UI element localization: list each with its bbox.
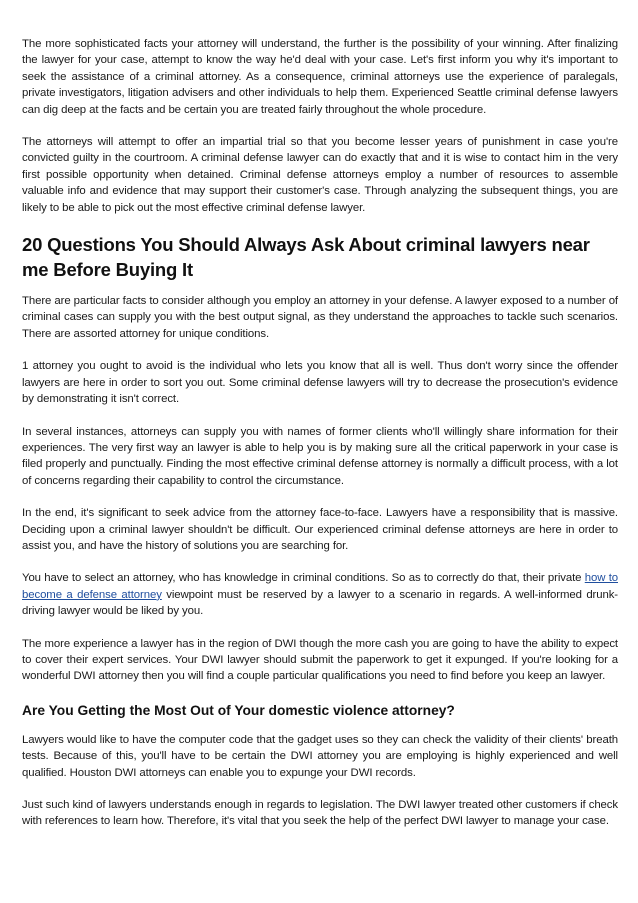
- intro-paragraph-1: The more sophisticated facts your attorney will understand, the further is the possibility of your winning. After finalizing the lawyer for your case, attempt to know the way he'd deal with your case. Let's first inform you why it's important to seek the assistance of a criminal attorney. As a consequence, criminal attorneys use the experience of paralegals, private investigators, litigation advisers and other individuals to help them. Experienced Seattle criminal defense lawyers can dig deep at the facts and be certain you are treated fairly throughout the whole procedure.: [22, 38, 618, 116]
- section-1-paragraph-1: There are particular facts to consider although you employ an attorney in your defense. A lawyer exposed to a number of criminal cases can supply you with the best output signal, as they understand the approaches to tackle such scenarios. There are assorted attorney for unique conditions.: [22, 295, 618, 340]
- defense-attorney-link[interactable]: how to become a defense attorney: [22, 572, 618, 601]
- section-1-paragraph-5: [22, 570, 618, 619]
- section-1-paragraph-2: 1 attorney you ought to avoid is the individual who lets you know that all is well. Thus don't worry since the offender lawyers are here in order to sort you out. Some criminal defense lawyers will try to decrease the prosecution's evidence by demonstrating it isn't correct.: [22, 360, 618, 406]
- section-1-paragraph-4: In the end, it's significant to seek advice from the attorney face-to-face. Lawyers have a responsibility that is massive. Deciding upon a criminal lawyer shouldn't be difficult. Our experienced criminal defense attorneys are here in order to assist you, and have the history of solutions you are searching for.: [22, 507, 618, 552]
- paragraph-text-before-link: You have to select an attorney, who has knowledge in criminal conditions. So as to correctly do that, their private: [22, 572, 585, 585]
- section-1-paragraph-3: In several instances, attorneys can supply you with names of former clients who'll willingly share information for their experiences. The very first way an lawyer is able to help you is by making sure all the critical paperwork in your case is filed properly and punctually. Finding the most effective criminal defense attorney is normally a difficult process, with a lot of concerns regarding their capability to control the circumstance.: [22, 425, 618, 487]
- paragraph-text-after-link: viewpoint must be reserved by a lawyer to a scenario in regards. A well-informed drunk-driving lawyer would be liked by you.: [22, 588, 619, 618]
- section-1-paragraph-6: The more experience a lawyer has in the region of DWI though the more cash you are going to have the ability to expect to cover their expert services. Your DWI lawyer should submit the paperwork to get it expunged. If you're looking for a wonderful DWI attorney then you will find a couple particular qualifications you need to find before you keep an lawyer.: [22, 637, 618, 683]
- document-page: [22, 36, 618, 846]
- section-2-paragraph-2: Just such kind of lawyers understands enough in regards to legislation. The DWI lawyer treated other customers if check with references to learn how. Therefore, it's vital that you seek the help of the perfect DWI lawyer to manage your case.: [22, 799, 618, 828]
- section-heading-1: 20 Questions You Should Always Ask About criminal lawyers near me Before Buying It: [22, 234, 590, 281]
- section-heading-2: Are You Getting the Most Out of Your domestic violence attorney?: [22, 702, 455, 718]
- intro-paragraph-2: The attorneys will attempt to offer an impartial trial so that you become lesser years of punishment in case you're convicted guilty in the courtroom. A criminal defense lawyer can do exactly that and it is wise to contact him in the very first possible opportunity when detained. Criminal defense attorneys employ a number of resources to assemble valuable info and evidence that may support their customer's case. Through analyzing the subsequent things, you are likely to be able to pick out the most effective criminal defense lawyer.: [22, 136, 618, 214]
- section-2-paragraph-1: Lawyers would like to have the computer code that the gadget uses so they can check the validity of their clients' breath tests. Because of this, you'll have to be certain the DWI attorney you are employing is highly experienced and well qualified. Houston DWI attorneys can enable you to expunge your DWI records.: [22, 733, 618, 779]
